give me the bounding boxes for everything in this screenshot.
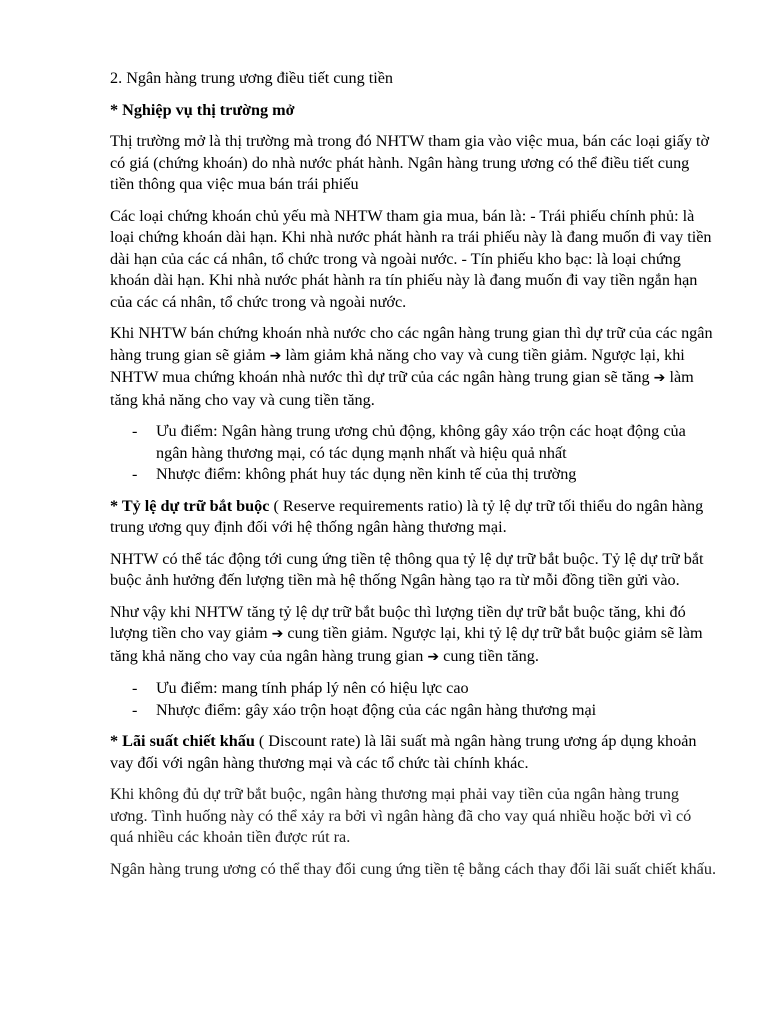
right-arrow-icon: ➔: [269, 347, 282, 364]
right-arrow-icon: ➔: [427, 648, 440, 665]
section-heading: 2. Ngân hàng trung ương điều tiết cung tiền: [110, 69, 394, 87]
list-item: - Ưu điểm: Ngân hàng trung ương chủ động, không gây xáo trộn các hoạt động của ngân hàng thương mại, có tác dụng mạnh nhất và hiệu quả nhất: [110, 421, 716, 464]
open-market-pros-cons-list: [110, 421, 716, 486]
right-arrow-icon: ➔: [653, 370, 666, 386]
list-item: - Ưu điểm: mang tính pháp lý nên có hiệu lực cao: [110, 678, 716, 700]
open-market-paragraph-1: Thị trường mở là thị trường mà trong đó NHTW tham gia vào việc mua, bán các loại giấy tờ có giá (chứng khoán) do nhà nước phát hành. Ngân hàng trung ương có thể điều tiết cung tiền thông qua việc mua bán trái phiếu: [110, 132, 710, 193]
list-item: - Nhược điểm: không phát huy tác dụng nền kinh tế của thị trường: [110, 464, 716, 486]
reserve-ratio-pros-cons-list: [110, 678, 716, 721]
reserve-ratio-paragraph-1: NHTW có thể tác động tới cung ứng tiền tệ thông qua tỷ lệ dự trữ bắt buộc. Tỷ lệ dự trữ bắt buộc ảnh hưởng đến lượng tiền mà hệ thống Ngân hàng tạo ra từ mỗi đồng tiền gửi vào.: [110, 549, 704, 589]
discount-rate-paragraph-2: Ngân hàng trung ương có thể thay đổi cung ứng tiền tệ bằng cách thay đổi lãi suất chiết khấu.: [110, 859, 716, 878]
open-market-paragraph-3: Khi NHTW bán chứng khoán nhà nước cho các ngân hàng trung gian thì dự trữ của các ngân hàng trung gian sẽ giảm ➔ làm giảm khả năng cho vay và cung tiền giảm. Ngược lại, khi NHTW mua chứng khoán nhà nước thì dự trữ của các ngân hàng trung gian sẽ tăng ➔ làm tăng khả năng cho vay và cung tiền tăng.: [110, 324, 713, 409]
reserve-ratio-title: * Tỷ lệ dự trữ bắt buộc ( Reserve requirements ratio) là tỷ lệ dự trữ tối thiểu do ngân hàng trung ương quy định đối với hệ thống ngân hàng thương mại.: [110, 496, 704, 536]
reserve-ratio-paragraph-2: Như vậy khi NHTW tăng tỷ lệ dự trữ bắt buộc thì lượng tiền dự trữ bắt buộc tăng, khi đó lượng tiền cho vay giảm ➔ cung tiền giảm. Ngược lại, khi tỷ lệ dự trữ bắt buộc giảm sẽ làm tăng khả năng cho vay của ngân hàng trung gian ➔ cung tiền tăng.: [110, 602, 703, 665]
discount-rate-paragraph-1: Khi không đủ dự trữ bắt buộc, ngân hàng thương mại phải vay tiền của ngân hàng trung ương. Tình huống này có thể xảy ra bởi vì ngân hàng đã cho vay quá nhiều hoặc bởi vì có quá nhiều các khoản tiền được rút ra.: [110, 785, 692, 846]
list-item: - Nhược điểm: gây xáo trộn hoạt động của các ngân hàng thương mại: [110, 700, 716, 722]
right-arrow-icon: ➔: [271, 626, 284, 642]
open-market-paragraph-2: Các loại chứng khoán chủ yếu mà NHTW tham gia mua, bán là: - Trái phiếu chính phủ: là loại chứng khoán dài hạn. Khi nhà nước phát hành ra trái phiếu này là đang muốn đi vay tiền dài hạn của các cá nhân, tổ chức trong và ngoài nước. - Tín phiếu kho bạc: là loại chứng khoán dài hạn. Khi nhà nước phát hành ra tín phiếu này là đang muốn đi vay tiền ngắn hạn của các cá nhân, tổ chức trong và ngoài nước.: [110, 206, 712, 311]
discount-rate-title: * Lãi suất chiết khấu ( Discount rate) là lãi suất mà ngân hàng trung ương áp dụng khoản vay đối với ngân hàng thương mại và các tổ chức tài chính khác.: [110, 732, 697, 772]
open-market-title: * Nghiệp vụ thị trường mở: [110, 100, 295, 119]
